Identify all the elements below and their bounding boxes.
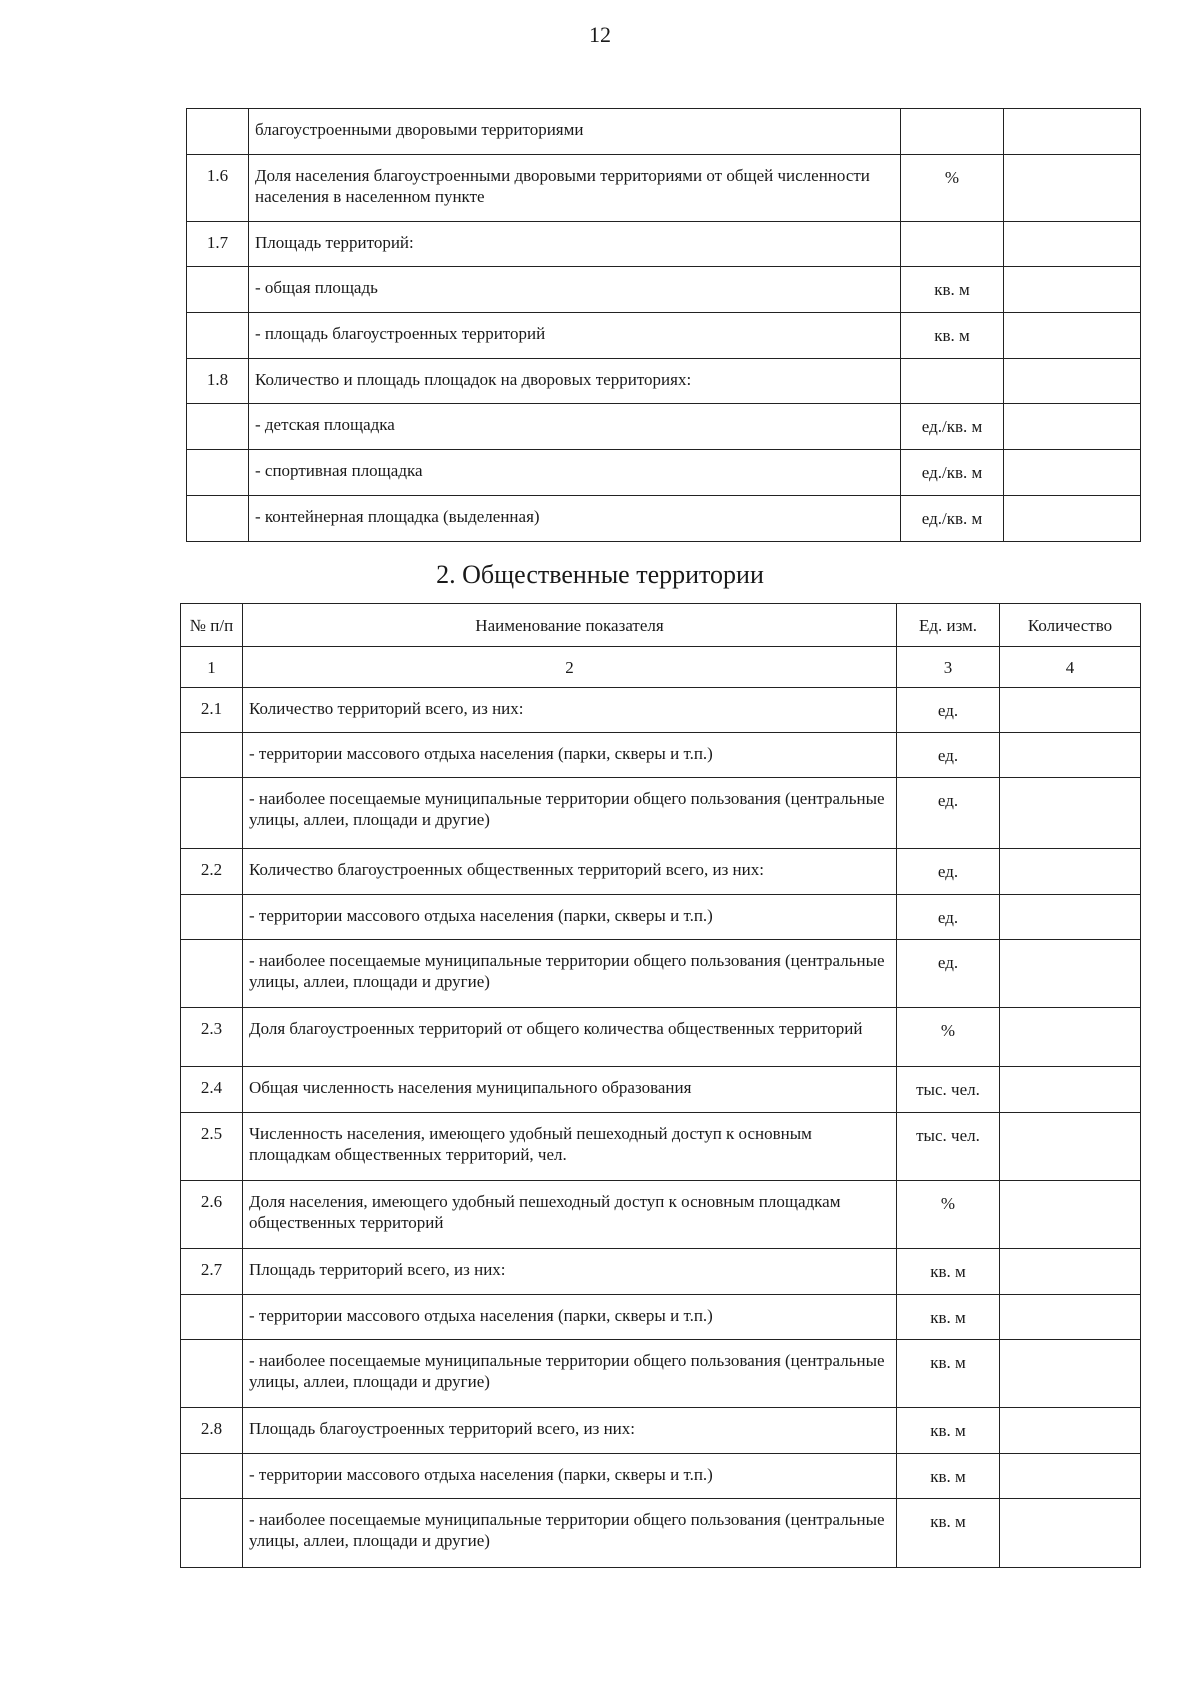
- unit-of-measure: кв. м: [897, 1499, 1000, 1568]
- row-number: [181, 733, 243, 778]
- quantity-cell: [1000, 1181, 1141, 1249]
- column-number: 1: [181, 647, 243, 688]
- quantity-cell: [1000, 688, 1141, 733]
- indicator-name: - наиболее посещаемые муниципальные территории общего пользования (центральные улицы, аллеи, площади и другие): [243, 1340, 897, 1408]
- column-number: 3: [897, 647, 1000, 688]
- row-number: [181, 940, 243, 1008]
- table-row: [181, 1340, 1141, 1408]
- row-number: 2.4: [181, 1067, 243, 1113]
- table-row: [181, 895, 1141, 940]
- indicator-name: Площадь территорий всего, из них:: [243, 1249, 897, 1295]
- unit-of-measure: ед./кв. м: [901, 496, 1004, 542]
- row-number: 1.7: [187, 222, 249, 267]
- table-row: [187, 267, 1141, 313]
- indicator-name: Количество территорий всего, из них:: [243, 688, 897, 733]
- row-number: 2.2: [181, 849, 243, 895]
- table-row: [181, 940, 1141, 1008]
- unit-of-measure: кв. м: [897, 1249, 1000, 1295]
- indicator-name: благоустроенными дворовыми территориями: [249, 109, 901, 155]
- quantity-cell: [1000, 1340, 1141, 1408]
- unit-of-measure: тыс. чел.: [897, 1067, 1000, 1113]
- quantity-cell: [1004, 267, 1141, 313]
- indicator-name: - территории массового отдыха населения (парки, скверы и т.п.): [243, 1295, 897, 1340]
- unit-of-measure: ед./кв. м: [901, 450, 1004, 496]
- indicator-name: - спортивная площадка: [249, 450, 901, 496]
- quantity-cell: [1004, 222, 1141, 267]
- unit-of-measure: %: [897, 1181, 1000, 1249]
- unit-of-measure: кв. м: [897, 1295, 1000, 1340]
- quantity-cell: [1000, 1408, 1141, 1454]
- indicator-name: - наиболее посещаемые муниципальные территории общего пользования (центральные улицы, аллеи, площади и другие): [243, 778, 897, 849]
- indicator-name: Количество благоустроенных общественных территорий всего, из них:: [243, 849, 897, 895]
- row-number: [187, 109, 249, 155]
- table-row: [181, 1454, 1141, 1499]
- row-number: 2.6: [181, 1181, 243, 1249]
- row-number: 2.5: [181, 1113, 243, 1181]
- indicator-name: - общая площадь: [249, 267, 901, 313]
- table-row: [181, 778, 1141, 849]
- indicator-name: Количество и площадь площадок на дворовых территориях:: [249, 359, 901, 404]
- unit-of-measure: ед.: [897, 778, 1000, 849]
- unit-of-measure: ед.: [897, 688, 1000, 733]
- quantity-cell: [1000, 1499, 1141, 1568]
- indicator-name: - наиболее посещаемые муниципальные территории общего пользования (центральные улицы, аллеи, площади и другие): [243, 940, 897, 1008]
- unit-of-measure: ед.: [897, 733, 1000, 778]
- unit-of-measure: кв. м: [897, 1454, 1000, 1499]
- indicator-name: Доля населения благоустроенными дворовыми территориями от общей численности населения в населенном пункте: [249, 155, 901, 222]
- indicator-name: - контейнерная площадка (выделенная): [249, 496, 901, 542]
- unit-of-measure: кв. м: [901, 267, 1004, 313]
- quantity-cell: [1000, 1249, 1141, 1295]
- indicator-name: Площадь благоустроенных территорий всего, из них:: [243, 1408, 897, 1454]
- column-number: 2: [243, 647, 897, 688]
- indicator-name: - наиболее посещаемые муниципальные территории общего пользования (центральные улицы, аллеи, площади и другие): [243, 1499, 897, 1568]
- quantity-cell: [1000, 849, 1141, 895]
- table-row: [181, 1113, 1141, 1181]
- quantity-cell: [1000, 1113, 1141, 1181]
- table-row: [187, 496, 1141, 542]
- row-number: [181, 1340, 243, 1408]
- row-number: [187, 450, 249, 496]
- row-number: [181, 1295, 243, 1340]
- quantity-cell: [1004, 496, 1141, 542]
- table-public-territories: [180, 603, 1141, 1568]
- indicator-name: Общая численность населения муниципального образования: [243, 1067, 897, 1113]
- table-row: [181, 1408, 1141, 1454]
- table-row: [187, 109, 1141, 155]
- indicator-name: - территории массового отдыха населения (парки, скверы и т.п.): [243, 733, 897, 778]
- quantity-cell: [1004, 359, 1141, 404]
- unit-of-measure: тыс. чел.: [897, 1113, 1000, 1181]
- row-number: [181, 1499, 243, 1568]
- unit-of-measure: [901, 359, 1004, 404]
- section-title: 2. Общественные территории: [436, 560, 764, 589]
- page-number: 12: [589, 22, 611, 47]
- table-row: [181, 1008, 1141, 1067]
- table-row: [181, 1067, 1141, 1113]
- unit-of-measure: кв. м: [897, 1340, 1000, 1408]
- unit-of-measure: кв. м: [901, 313, 1004, 359]
- table-row: [181, 1181, 1141, 1249]
- unit-of-measure: %: [901, 155, 1004, 222]
- table-row: [187, 155, 1141, 222]
- quantity-cell: [1000, 1008, 1141, 1067]
- unit-of-measure: %: [897, 1008, 1000, 1067]
- table-row: [181, 1249, 1141, 1295]
- column-header-name: Наименование показателя: [243, 604, 897, 647]
- column-number: 4: [1000, 647, 1141, 688]
- indicator-name: Доля благоустроенных территорий от общего количества общественных территорий: [243, 1008, 897, 1067]
- indicator-name: Доля населения, имеющего удобный пешеходный доступ к основным площадкам общественных территорий: [243, 1181, 897, 1249]
- row-number: [187, 496, 249, 542]
- column-header-quantity: Количество: [1000, 604, 1141, 647]
- row-number: 2.8: [181, 1408, 243, 1454]
- table-row: [181, 1499, 1141, 1568]
- table-row: [181, 1295, 1141, 1340]
- column-header-number: № п/п: [181, 604, 243, 647]
- unit-of-measure: ед.: [897, 849, 1000, 895]
- row-number: [187, 313, 249, 359]
- indicator-name: - детская площадка: [249, 404, 901, 450]
- row-number: [187, 404, 249, 450]
- row-number: [181, 778, 243, 849]
- quantity-cell: [1004, 155, 1141, 222]
- table-courtyard-territories: [186, 108, 1141, 542]
- table-row: [187, 450, 1141, 496]
- row-number: 2.7: [181, 1249, 243, 1295]
- unit-of-measure: ед.: [897, 940, 1000, 1008]
- quantity-cell: [1004, 404, 1141, 450]
- quantity-cell: [1000, 1295, 1141, 1340]
- quantity-cell: [1000, 1067, 1141, 1113]
- table-row: [187, 359, 1141, 404]
- quantity-cell: [1000, 895, 1141, 940]
- unit-of-measure: кв. м: [897, 1408, 1000, 1454]
- quantity-cell: [1004, 313, 1141, 359]
- row-number: 1.6: [187, 155, 249, 222]
- row-number: 2.3: [181, 1008, 243, 1067]
- unit-of-measure: [901, 109, 1004, 155]
- row-number: [181, 1454, 243, 1499]
- indicator-name: - территории массового отдыха населения (парки, скверы и т.п.): [243, 1454, 897, 1499]
- table-row: [187, 404, 1141, 450]
- table-row: [181, 733, 1141, 778]
- unit-of-measure: [901, 222, 1004, 267]
- row-number: 2.1: [181, 688, 243, 733]
- unit-of-measure: ед.: [897, 895, 1000, 940]
- quantity-cell: [1000, 940, 1141, 1008]
- column-numbers-row: [181, 647, 1141, 688]
- indicator-name: - территории массового отдыха населения (парки, скверы и т.п.): [243, 895, 897, 940]
- row-number: 1.8: [187, 359, 249, 404]
- indicator-name: - площадь благоустроенных территорий: [249, 313, 901, 359]
- indicator-name: Площадь территорий:: [249, 222, 901, 267]
- table-row: [181, 849, 1141, 895]
- row-number: [187, 267, 249, 313]
- table-row: [187, 313, 1141, 359]
- table-row: [181, 688, 1141, 733]
- indicator-name: Численность населения, имеющего удобный пешеходный доступ к основным площадкам общественных территорий, чел.: [243, 1113, 897, 1181]
- quantity-cell: [1000, 1454, 1141, 1499]
- table-row: [187, 222, 1141, 267]
- quantity-cell: [1000, 778, 1141, 849]
- quantity-cell: [1004, 109, 1141, 155]
- table-header-row: [181, 604, 1141, 647]
- quantity-cell: [1000, 733, 1141, 778]
- unit-of-measure: ед./кв. м: [901, 404, 1004, 450]
- column-header-unit: Ед. изм.: [897, 604, 1000, 647]
- quantity-cell: [1004, 450, 1141, 496]
- row-number: [181, 895, 243, 940]
